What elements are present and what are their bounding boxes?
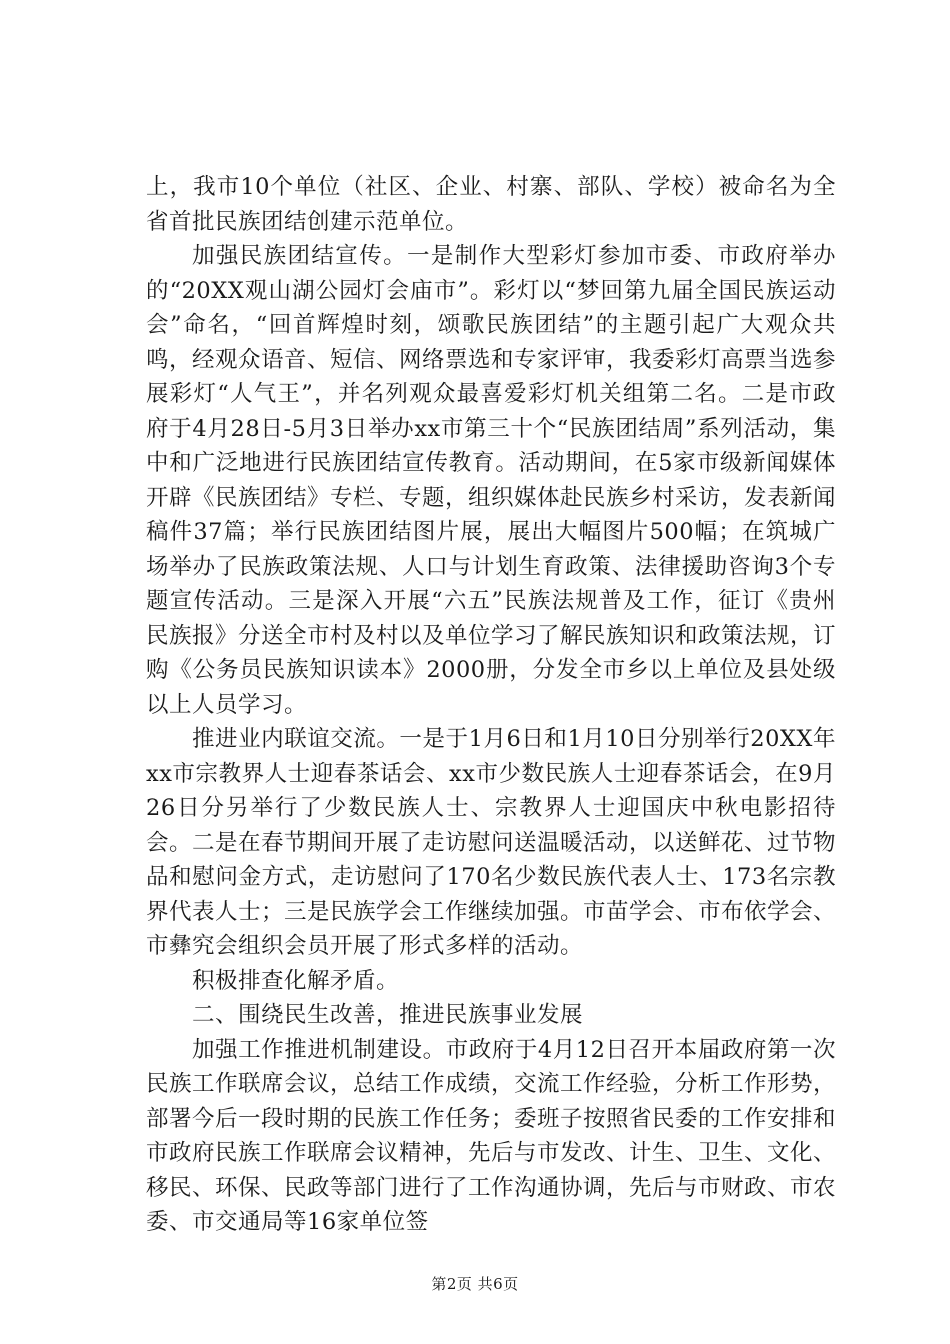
- paragraph-5: 加强工作推进机制建设。市政府于4月12日召开本届政府第一次民族工作联席会议，总结工作成绩，交流工作经验，分析工作形势，部署今后一段时期的民族工作任务；委班子按照省民委的工作安排和市政府民族工作联席会议精神，先后与市发改、计生、卫生、文化、移民、环保、民政等部门进行了工作沟通协调，先后与市财政、市农委、市交通局等16家单位签: [146, 1036, 837, 1235]
- body-text: [146, 170, 836, 1240]
- page-number-footer: 第2页 共6页: [431, 1275, 519, 1293]
- paragraph-4: 积极排查化解矛盾。: [192, 967, 400, 994]
- section-heading: 二、围绕民生改善，推进民族事业发展: [192, 1002, 584, 1028]
- paragraph-2: 加强民族团结宣传。一是制作大型彩灯参加市委、市政府举办的“20XX观山湖公园灯会庙市”。彩灯以“梦回第九届全国民族运动会”命名，“回首辉煌时刻，颂歌民族团结”的主题引起广大观众共鸣，经观众语音、短信、网络票选和专家评审，我委彩灯高票当选参展彩灯“人气王”，并名列观众最喜爱彩灯机关组第二名。二是市政府于4月28日-5月3日举办xx市第三十个“民族团结周”系列活动，集中和广泛地进行民族团结宣传教育。活动期间，在5家市级新闻媒体开辟《民族团结》专栏、专题，组织媒体赴民族乡村采访，发表新闻稿件37篇；举行民族团结图片展，展出大幅图片500幅；在筑城广场举办了民族政策法规、人口与计划生育政策、法律援助咨询3个专题宣传活动。三是深入开展“六五”民族法规普及工作，征订《贵州民族报》分送全市村及村以及单位学习了解民族知识和政策法规，订购《公务员民族知识读本》2000册，分发全市乡以上单位及县处级以上人员学习。: [146, 243, 837, 718]
- paragraph-3: 推进业内联谊交流。一是于1月6日和1月10日分别举行20XX年xx市宗教界人士迎春茶话会、xx市少数民族人士迎春茶话会，在9月26日分另举行了少数民族人士、宗教界人士迎国庆中秋电影招待会。二是在春节期间开展了走访慰问送温暖活动，以送鲜花、过节物品和慰问金方式，走访慰问了170名少数民族代表人士、173名宗教界代表人士；三是民族学会工作继续加强。市苗学会、市布依学会、市彝究会组织会员开展了形式多样的活动。: [146, 726, 837, 959]
- paragraph-1: 上，我市10个单位（社区、企业、村寨、部队、学校）被命名为全省首批民族团结创建示范单位。: [146, 174, 836, 235]
